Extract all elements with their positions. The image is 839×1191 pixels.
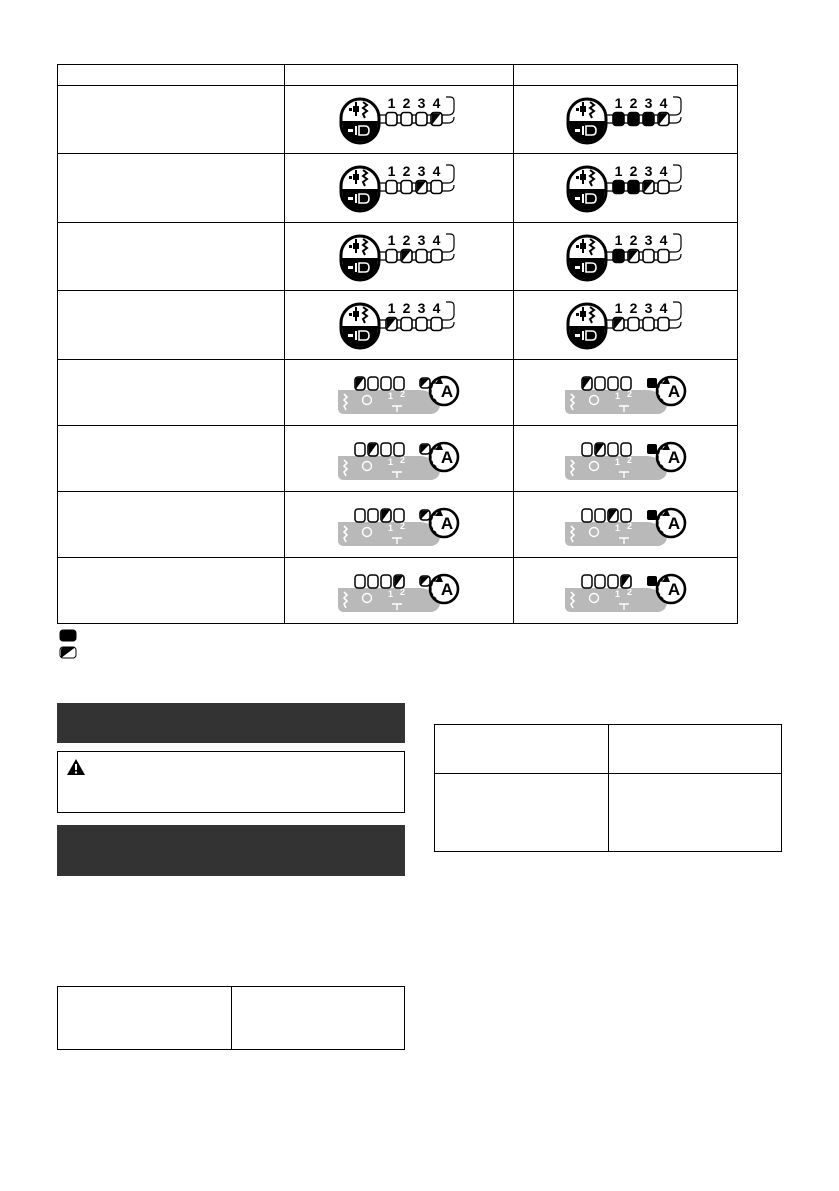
lamp-number-label: 4 [659,231,667,248]
lamp-number-label: 3 [417,163,426,180]
lamp-number-label: 3 [644,94,652,111]
lamp-off [658,181,669,194]
lamp-number-label: 4 [432,163,441,180]
lamp-blinking [401,249,412,262]
sub-label: 2 [626,455,632,466]
lit-square-icon [59,629,77,642]
auto-mode-button [430,575,458,603]
lamp-off [386,181,397,194]
lamp-off [595,575,605,588]
sub-label: 2 [400,389,406,400]
sub-label: 1 [388,457,394,468]
lamp-off [431,318,442,331]
auto-letter: A [440,382,454,402]
lamp-off [355,575,365,588]
auto-mode-button [430,509,458,537]
indicator-lit [647,510,657,520]
sub-label: 2 [400,521,406,532]
sub-label: 1 [388,523,394,534]
lamp-blinking [386,318,397,331]
lamp-number-label: 4 [432,231,441,248]
mode-indicator-panel [338,161,460,215]
auto-letter: A [440,514,454,534]
mode-button [568,167,606,211]
lamp-number-label: 2 [629,94,637,111]
lamp-number-label: 3 [644,300,652,317]
lamp-lit [613,181,624,194]
header-cell [58,65,285,86]
table-row [58,154,738,222]
row-label [58,222,285,290]
row-label [58,86,285,154]
lamp-off [381,575,391,588]
lamp-off [608,377,618,390]
lamp-off [386,249,397,262]
lamp-off [381,377,391,390]
lamp-blinking [381,509,391,522]
assist-indicator-panel [563,498,689,550]
lamp-off [401,318,412,331]
mode-button [341,236,379,280]
indicator-lit [647,444,657,454]
indicator-cell [514,154,738,222]
indicator-cell [514,491,738,557]
sub-label: 2 [626,521,632,532]
assist-indicator-panel [563,564,689,616]
auto-mode-button [430,443,458,471]
lamp-number-label: 2 [629,231,637,248]
row-label [58,154,285,222]
lamp-off [386,112,397,125]
table-cell [435,725,609,774]
table-cell [609,774,782,852]
lamp-off [355,443,365,456]
lamp-off [401,112,412,125]
lamp-blinking [643,181,654,194]
auto-mode-button [657,443,685,471]
lamp-blinking [658,112,669,125]
mode-indicator-panel [565,230,687,284]
lamp-off [658,318,669,331]
auto-mode-button [657,377,685,405]
table-row [58,86,738,154]
table-cell [232,987,405,1050]
mode-indicator-panel [565,161,687,215]
table-row [58,359,738,425]
auto-letter: A [440,580,454,600]
header-cell [285,65,514,86]
lamp-blinking [613,318,624,331]
lamp-blinking [368,443,378,456]
indicator-cell [285,291,514,359]
auto-letter: A [667,382,680,402]
lamp-blinking [582,377,592,390]
lamp-number-label: 2 [402,231,411,248]
assist-indicator-panel [336,366,462,418]
lamp-off [582,509,592,522]
lamp-off [416,112,427,125]
lamp-number-label: 2 [629,300,637,317]
indicator-cell [285,154,514,222]
table-row [58,987,405,1050]
indicator-cell [285,425,514,491]
lamp-number-label: 1 [614,300,622,317]
lamp-off [582,443,592,456]
lamp-number-label: 3 [644,231,652,248]
header-cell [514,65,738,86]
sub-label: 2 [626,389,632,400]
lamp-blinking [628,249,639,262]
table-row [435,725,782,774]
mode-button [341,304,379,348]
blinking-square-icon [59,646,77,659]
table-cell [609,725,782,774]
warning-triangle-icon [66,758,86,776]
mode-indicator-panel [565,298,687,352]
indicator-cell [514,557,738,623]
table-row [435,774,782,852]
legend-lit [59,627,77,645]
table-cell [58,987,232,1050]
auto-mode-button [657,509,685,537]
lamp-off [368,509,378,522]
sub-label: 1 [614,391,620,402]
lamp-off [643,249,654,262]
table-header-row [58,65,738,86]
sub-label: 1 [388,391,394,402]
assist-indicator-panel [336,498,462,550]
lamp-number-label: 1 [387,163,396,180]
lamp-lit [628,181,639,194]
assist-indicator-panel [336,432,462,484]
table-row [58,557,738,623]
lamp-off [368,575,378,588]
assist-indicator-panel [563,432,689,484]
legend-blinking [59,644,77,662]
lamp-number-label: 3 [417,300,426,317]
lamp-off [431,181,442,194]
indicator-table [57,64,738,624]
lamp-blinking [355,377,365,390]
lamp-off [431,249,442,262]
lamp-number-label: 2 [402,300,411,317]
lamp-off [368,377,378,390]
lamp-number-label: 3 [417,231,426,248]
lamp-number-label: 2 [629,163,637,180]
sub-label: 2 [626,587,632,598]
lamp-off [608,575,618,588]
lamp-off [401,181,412,194]
mode-button [341,99,379,143]
lamp-off [643,318,654,331]
lamp-off [608,443,618,456]
table-row [58,222,738,290]
lamp-off [416,318,427,331]
row-label [58,291,285,359]
indicator-cell [285,491,514,557]
lamp-lit [613,249,624,262]
lamp-lit [613,112,624,125]
lamp-number-label: 4 [659,94,667,111]
lamp-off [595,377,605,390]
sub-label: 1 [388,589,394,600]
lamp-number-label: 4 [432,94,441,111]
lamp-blinking [595,443,605,456]
table-row [58,491,738,557]
lamp-blinking [608,509,618,522]
lamp-number-label: 1 [387,300,396,317]
assist-indicator-panel [563,366,689,418]
row-label [58,425,285,491]
indicator-cell [514,222,738,290]
indicator-cell [514,86,738,154]
mode-button [568,99,606,143]
lamp-number-label: 3 [417,94,426,111]
auto-letter: A [667,580,680,600]
lamp-number-label: 4 [659,163,667,180]
indicator-lit [647,378,657,388]
lamp-off [381,443,391,456]
warning-box [57,751,405,813]
lamp-number-label: 4 [659,300,667,317]
mode-indicator-panel [338,93,460,147]
section-heading [57,703,405,743]
mode-button [341,167,379,211]
indicator-cell [285,86,514,154]
lamp-blinking [416,181,427,194]
indicator-blinking [420,510,430,520]
lamp-number-label: 1 [614,163,622,180]
indicator-cell [514,425,738,491]
indicator-blinking [420,576,430,586]
mode-indicator-panel [338,298,460,352]
row-label [58,557,285,623]
lamp-number-label: 1 [387,231,396,248]
sub-label: 1 [614,457,620,468]
indicator-cell [514,291,738,359]
sub-label: 1 [614,589,620,600]
indicator-cell [285,557,514,623]
lamp-off [416,249,427,262]
auto-letter: A [667,448,680,468]
lamp-number-label: 2 [402,94,411,111]
lamp-number-label: 2 [402,163,411,180]
row-label [58,491,285,557]
lamp-lit [643,112,654,125]
lamp-off [582,575,592,588]
lamp-blinking [431,112,442,125]
indicator-blinking [420,444,430,454]
mode-indicator-panel [338,230,460,284]
indicator-blinking [420,378,430,388]
lamp-off [628,318,639,331]
auto-mode-button [657,575,685,603]
indicator-cell [285,359,514,425]
mode-indicator-panel [565,93,687,147]
lamp-off [595,509,605,522]
small-table-left [57,986,405,1050]
auto-mode-button [430,377,458,405]
sub-label: 2 [400,587,406,598]
small-table-right [434,724,782,852]
sub-label: 2 [400,455,406,466]
lamp-number-label: 4 [432,300,441,317]
table-cell [435,774,609,852]
row-label [58,359,285,425]
lamp-number-label: 1 [387,94,396,111]
lamp-lit [628,112,639,125]
table-row [58,425,738,491]
auto-letter: A [667,514,680,534]
mode-button [568,236,606,280]
lamp-number-label: 3 [644,163,652,180]
indicator-cell [285,222,514,290]
lamp-number-label: 1 [614,94,622,111]
indicator-lit [647,576,657,586]
lamp-number-label: 1 [614,231,622,248]
lamp-off [355,509,365,522]
indicator-cell [514,359,738,425]
lamp-off [658,249,669,262]
auto-letter: A [440,448,454,468]
assist-indicator-panel [336,564,462,616]
section-heading [57,825,405,876]
table-row [58,291,738,359]
mode-button [568,304,606,348]
sub-label: 1 [614,523,620,534]
